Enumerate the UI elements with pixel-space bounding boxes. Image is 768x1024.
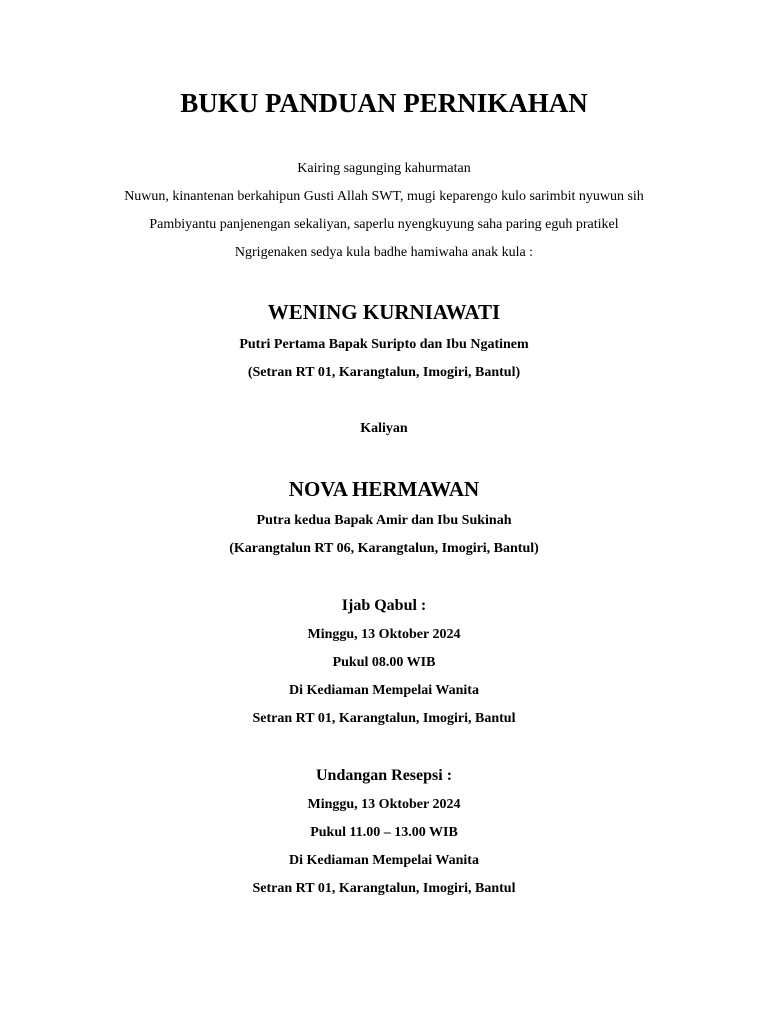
bride-parents: Putri Pertama Bapak Suripto dan Ibu Ngatinem bbox=[239, 337, 529, 352]
resepsi-address: Setran RT 01, Karangtalun, Imogiri, Bantul bbox=[252, 881, 516, 896]
ijab-qabul-time: Pukul 08.00 WIB bbox=[332, 655, 436, 670]
intro-line-2: Nuwun, kinantenan berkahipun Gusti Allah SWT, mugi keparengo kulo sarimbit nyuwun sih bbox=[124, 189, 644, 204]
bride-name: WENING KURNIAWATI bbox=[267, 300, 501, 324]
groom-address: (Karangtalun RT 06, Karangtalun, Imogiri, Bantul) bbox=[229, 541, 539, 556]
connector-text: Kaliyan bbox=[360, 421, 408, 436]
ijab-qabul-heading: Ijab Qabul : bbox=[341, 597, 427, 614]
intro-line-1: Kairing sagunging kahurmatan bbox=[297, 161, 471, 176]
groom-parents: Putra kedua Bapak Amir dan Ibu Sukinah bbox=[256, 513, 512, 528]
intro-line-4: Ngrigenaken sedya kula badhe hamiwaha anak kula : bbox=[234, 245, 534, 260]
resepsi-date: Minggu, 13 Oktober 2024 bbox=[307, 797, 461, 812]
resepsi-place: Di Kediaman Mempelai Wanita bbox=[289, 853, 479, 868]
ijab-qabul-address: Setran RT 01, Karangtalun, Imogiri, Bantul bbox=[252, 711, 516, 726]
document-title: BUKU PANDUAN PERNIKAHAN bbox=[180, 88, 588, 118]
resepsi-time: Pukul 11.00 – 13.00 WIB bbox=[310, 825, 458, 840]
groom-name: NOVA HERMAWAN bbox=[288, 477, 480, 501]
intro-line-3: Pambiyantu panjenengan sekaliyan, saperlu nyengkuyung saha paring eguh pratikel bbox=[149, 217, 619, 232]
bride-address: (Setran RT 01, Karangtalun, Imogiri, Bantul) bbox=[247, 365, 521, 380]
resepsi-heading: Undangan Resepsi : bbox=[315, 767, 453, 784]
ijab-qabul-place: Di Kediaman Mempelai Wanita bbox=[289, 683, 479, 698]
ijab-qabul-date: Minggu, 13 Oktober 2024 bbox=[307, 627, 461, 642]
